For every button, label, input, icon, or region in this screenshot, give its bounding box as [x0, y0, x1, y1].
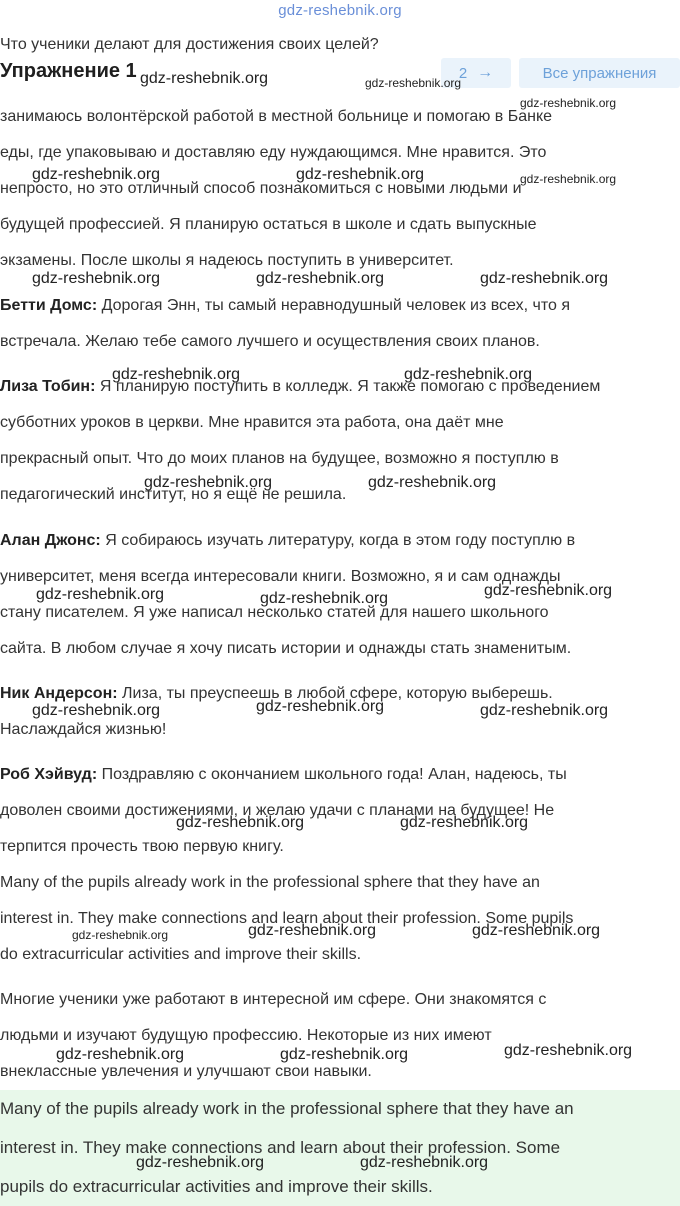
watermark: gdz-reshebnik.org: [248, 922, 377, 939]
answer-box: [0, 1090, 680, 1206]
watermark: gdz-reshebnik.org: [520, 96, 617, 110]
answer-line: Many of the pupils already work in the professional sphere that they have an: [0, 1099, 574, 1118]
message-text: доволен своими достижениями, и желаю удачи с планами на будущее! Не: [0, 802, 555, 819]
watermark: gdz-reshebnik.org: [144, 474, 273, 491]
watermark: gdz-reshebnik.org: [472, 922, 601, 939]
watermark: gdz-reshebnik.org: [32, 166, 161, 183]
message-text: прекрасный опыт. Что до моих планов на будущее, возможно я поступлю в: [0, 450, 559, 467]
watermark: gdz-reshebnik.org: [280, 1046, 409, 1063]
watermark: gdz-reshebnik.org: [140, 70, 269, 87]
watermark: gdz-reshebnik.org: [368, 474, 497, 491]
watermark: gdz-reshebnik.org: [520, 172, 617, 186]
watermark: gdz-reshebnik.org: [112, 366, 241, 383]
watermark: gdz-reshebnik.org: [480, 702, 609, 719]
message-text: Наслаждайся жизнью!: [0, 721, 167, 738]
watermark: gdz-reshebnik.org: [36, 586, 165, 603]
message-text: Я собираюсь изучать литературу, когда в этом году поступлю в: [105, 532, 576, 549]
watermark: gdz-reshebnik.org: [176, 814, 305, 831]
message-text: встречала. Желаю тебе самого лучшего и осуществления своих планов.: [0, 333, 540, 350]
watermark: gdz-reshebnik.org: [32, 270, 161, 287]
message-text: Лиза, ты преуспеешь в любой сфере, которую выберешь.: [122, 685, 553, 702]
arrow-right-icon: →: [477, 64, 494, 81]
message-text: Поздравляю с окончанием школьного года! Алан, надеюсь, ты: [101, 766, 567, 783]
message-text: педагогический институт, но я ещё не решила.: [0, 486, 347, 503]
next-exercise-number: 2: [458, 64, 468, 82]
speaker-name: Лиза Тобин:: [0, 378, 96, 395]
message-text: стану писателем. Я уже написал несколько статей для нашего школьного: [0, 604, 549, 621]
watermark: gdz-reshebnik.org: [72, 928, 169, 942]
watermark: gdz-reshebnik.org: [256, 270, 385, 287]
watermark: gdz-reshebnik.org: [404, 366, 533, 383]
message-alan: [0, 532, 575, 550]
watermark: gdz-reshebnik.org: [365, 76, 462, 90]
speaker-name: Ник Андерсон:: [0, 685, 118, 702]
text-line: непросто, но это отличный способ познакомиться с новыми людьми и: [0, 180, 522, 197]
message-betty: [0, 297, 570, 315]
text-line: будущей профессией. Я планирую остаться в школе и сдать выпускные: [0, 216, 537, 233]
russian-text-line: внеклассные увлечения и улучшают свои навыки.: [0, 1063, 372, 1080]
speaker-name: Роб Хэйвуд:: [0, 766, 98, 783]
russian-text-line: Многие ученики уже работают в интересной им сфере. Они знакомятся с: [0, 991, 547, 1008]
message-text: терпится прочесть твою первую книгу.: [0, 838, 284, 855]
watermark: gdz-reshebnik.org: [260, 590, 389, 607]
message-text: субботних уроков в церкви. Мне нравится эта работа, она даёт мне: [0, 414, 504, 431]
speaker-name: Бетти Домс:: [0, 297, 98, 314]
text-line: занимаюсь волонтёрской работой в местной больнице и помогаю в Банке: [0, 108, 553, 125]
message-text: Дорогая Энн, ты самый неравнодушный человек из всех, что я: [101, 297, 570, 314]
text-line: еды, где упаковываю и доставляю еду нуждающимся. Мне нравится. Это: [0, 144, 547, 161]
site-url-header[interactable]: gdz-reshebnik.org: [278, 2, 402, 19]
message-text: университет, меня всегда интересовали книги. Возможно, я и сам однажды: [0, 568, 561, 585]
watermark: gdz-reshebnik.org: [400, 814, 529, 831]
message-text: сайта. В любом случае я хочу писать истории и однажды стать знаменитым.: [0, 640, 572, 657]
watermark: gdz-reshebnik.org: [136, 1154, 265, 1171]
watermark: gdz-reshebnik.org: [360, 1154, 489, 1171]
question-text: Что ученики делают для достижения своих целей?: [0, 36, 379, 53]
text-line: экзамены. После школы я надеюсь поступить в университет.: [0, 252, 454, 269]
english-text-line: Many of the pupils already work in the professional sphere that they have an: [0, 874, 540, 891]
message-text: Я планирую поступить в колледж. Я также помогаю с проведением: [99, 378, 601, 395]
all-exercises-button[interactable]: Все упражнения: [519, 58, 680, 88]
english-text-line: interest in. They make connections and learn about their profession. Some pupils: [0, 910, 574, 927]
exercise-title: Упражнение 1: [0, 60, 137, 82]
russian-text-line: людьми и изучают будущую профессию. Некоторые из них имеют: [0, 1027, 492, 1044]
watermark: gdz-reshebnik.org: [56, 1046, 185, 1063]
watermark: gdz-reshebnik.org: [504, 1042, 633, 1059]
watermark: gdz-reshebnik.org: [480, 270, 609, 287]
english-text-line: do extracurricular activities and improve their skills.: [0, 946, 362, 963]
watermark: gdz-reshebnik.org: [296, 166, 425, 183]
watermark: gdz-reshebnik.org: [484, 582, 613, 599]
watermark: gdz-reshebnik.org: [32, 702, 161, 719]
message-rob: [0, 766, 567, 784]
answer-line: interest in. They make connections and learn about their profession. Some: [0, 1138, 561, 1157]
watermark: gdz-reshebnik.org: [256, 698, 385, 715]
answer-line: pupils do extracurricular activities and improve their skills.: [0, 1177, 433, 1196]
speaker-name: Алан Джонс:: [0, 532, 101, 549]
